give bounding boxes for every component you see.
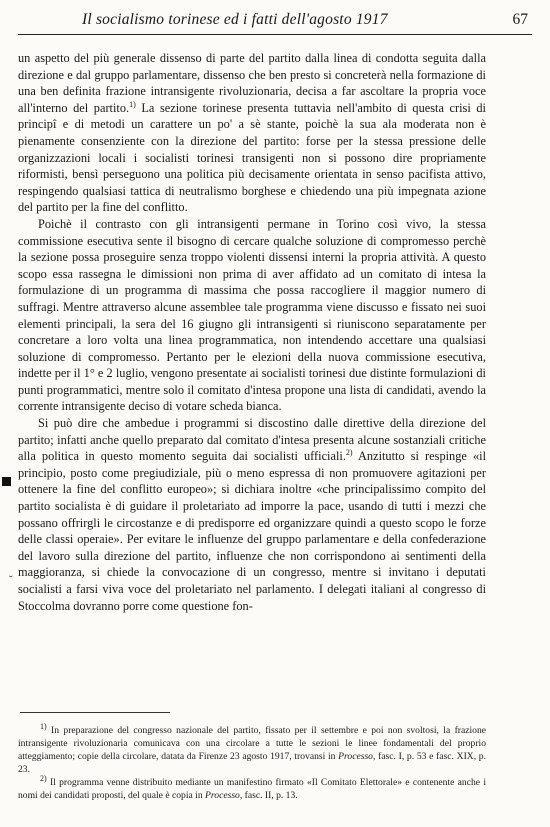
footnote-rule bbox=[20, 712, 170, 713]
text-run: Anzitutto si respinge «il principio, posto come pregiudiziale, più o meno espressa di non promuovere agitazioni per ottenere la fine del conflitto europeo»; si dichiara inoltre «che principalissimo compito del partito socialista è di guidare il proletariato ad imporre la pace, usando di tutti i mezzi che possano offrirgli le circostanze e di predisporre ed organizzare quindi a questo scopo le forze delle classi operaie». Per evitare le influenze del gruppo parlamentare e della confederazione del lavoro sulla direzione del partito, influenze che non corrispondono ai sentimenti della maggioranza, si chiede la convocazione di un congresso, mentre si invitano i deputati socialisti a farsi viva voce del proletariato nel parlamento. I delegati italiani al congresso di Stoccolma dovranno porre come questione fon- bbox=[18, 449, 487, 613]
footnote-ref: 2) bbox=[40, 773, 47, 783]
italic-run: Processo bbox=[338, 751, 373, 762]
footnotes bbox=[18, 721, 486, 802]
footnote bbox=[18, 721, 486, 776]
text-run: Poichè il contrasto con gli intransigenti permane in Torino così vivo, la stessa commissione esecutiva sente il bisogno di cercare qualche soluzione di compromesso perchè la sezione possa proseguire senza troppo violenti dissensi interni la propria attività. A questo scopo essa rassegna le dimissioni non prima di aver affidato ad un comitato di intesa la formulazione di un programma di massima che possa raccogliere il maggior numero di suffragi. Mentre attraverso alcune assemblee tale programma viene discusso e fissato nei suoi elementi principali, la sera del 16 giugno gli intransigenti si riuniscono separatamente per concretare a loro volta una linea programmatica, non intendendo accettare una qualsiasi soluzione di compromesso. Pertanto per le elezioni della nuova commissione esecutiva, indette per il 1° e 2 luglio, vengono presentate ai socialisti torinesi due distinte formulazioni di punti programmatici, mentre solo il comitato d'intesa propone una lista di candidati, avendo la corrente intransigente deciso di votare scheda bianca. bbox=[18, 216, 486, 414]
paragraph bbox=[18, 50, 486, 216]
text-run: La sezione torinese presenta tuttavia nell'ambito di questa crisi di principî e di metodi un carattere un po' a sè stante, poichè la sua ala moderata non è pienamente consenziente con la direzione del partito: forse per la stessa pressione delle organizzazioni locali i socialisti torinesi transigenti non si possono dire propriamente riformisti, bensì perseguono una politica più decisamente orientata in senso pacifista attivo, respingendo qualsiasi tattica di neutralismo borghese e chiedendo una più impegnata azione del partito per la fine del conflitto. bbox=[18, 100, 486, 215]
italic-run: Processo bbox=[205, 790, 240, 801]
paragraph bbox=[18, 216, 486, 415]
text-run: Il programma venne distribuito mediante un manifestino firmato «Il Comitato Elettorale» e contenente anche i nomi dei candidati proposti, del quale è copia in bbox=[18, 777, 486, 801]
text-run: un aspetto del più generale dissenso di parte del partito dalla linea di condotta seguita dalla direzione e dal gruppo parlamentare, dissenso che ben presto si concreterà nella formazione di una ben definita frazione intransigente rivoluzionaria, decisa a far ascoltare la propria voce all'interno del partito. bbox=[18, 51, 486, 115]
margin-tick: ˘ bbox=[9, 574, 13, 586]
margin-marker bbox=[2, 477, 11, 486]
footnote-ref: 1) bbox=[129, 99, 136, 109]
footnote bbox=[18, 773, 486, 802]
text-run: , fasc. II, p. 13. bbox=[239, 790, 298, 801]
text-run: , fasc. I, p. 53 e fasc. XIX, p. 23. bbox=[18, 751, 486, 775]
text-run: Si può dire che ambedue i programmi si discostino dalle direttive della direzione del partito; infatti anche quello preparato dal comitato d'intesa presenta alcune sostanziali critiche alla politica in questo momento seguita dai socialisti ufficiali. bbox=[18, 416, 486, 464]
paragraph bbox=[18, 415, 486, 614]
footnote-ref: 2) bbox=[345, 448, 353, 458]
page-number: 67 bbox=[512, 11, 528, 28]
running-title: Il socialismo torinese ed i fatti dell'agosto 1917 bbox=[82, 11, 388, 28]
footnote-ref: 1) bbox=[40, 721, 47, 731]
text-run: In preparazione del congresso nazionale del partito, fissato per il settembre e poi non svoltosi, la frazione intransigente rivoluzionaria comunicava con una circolare a tutte le sezioni le linee fondamentali del proprio atteggiamento; copie della circolare, datata da Firenze 23 agosto 1917, trovansi in bbox=[18, 725, 486, 762]
body-text bbox=[18, 50, 486, 614]
page-header bbox=[18, 8, 532, 35]
